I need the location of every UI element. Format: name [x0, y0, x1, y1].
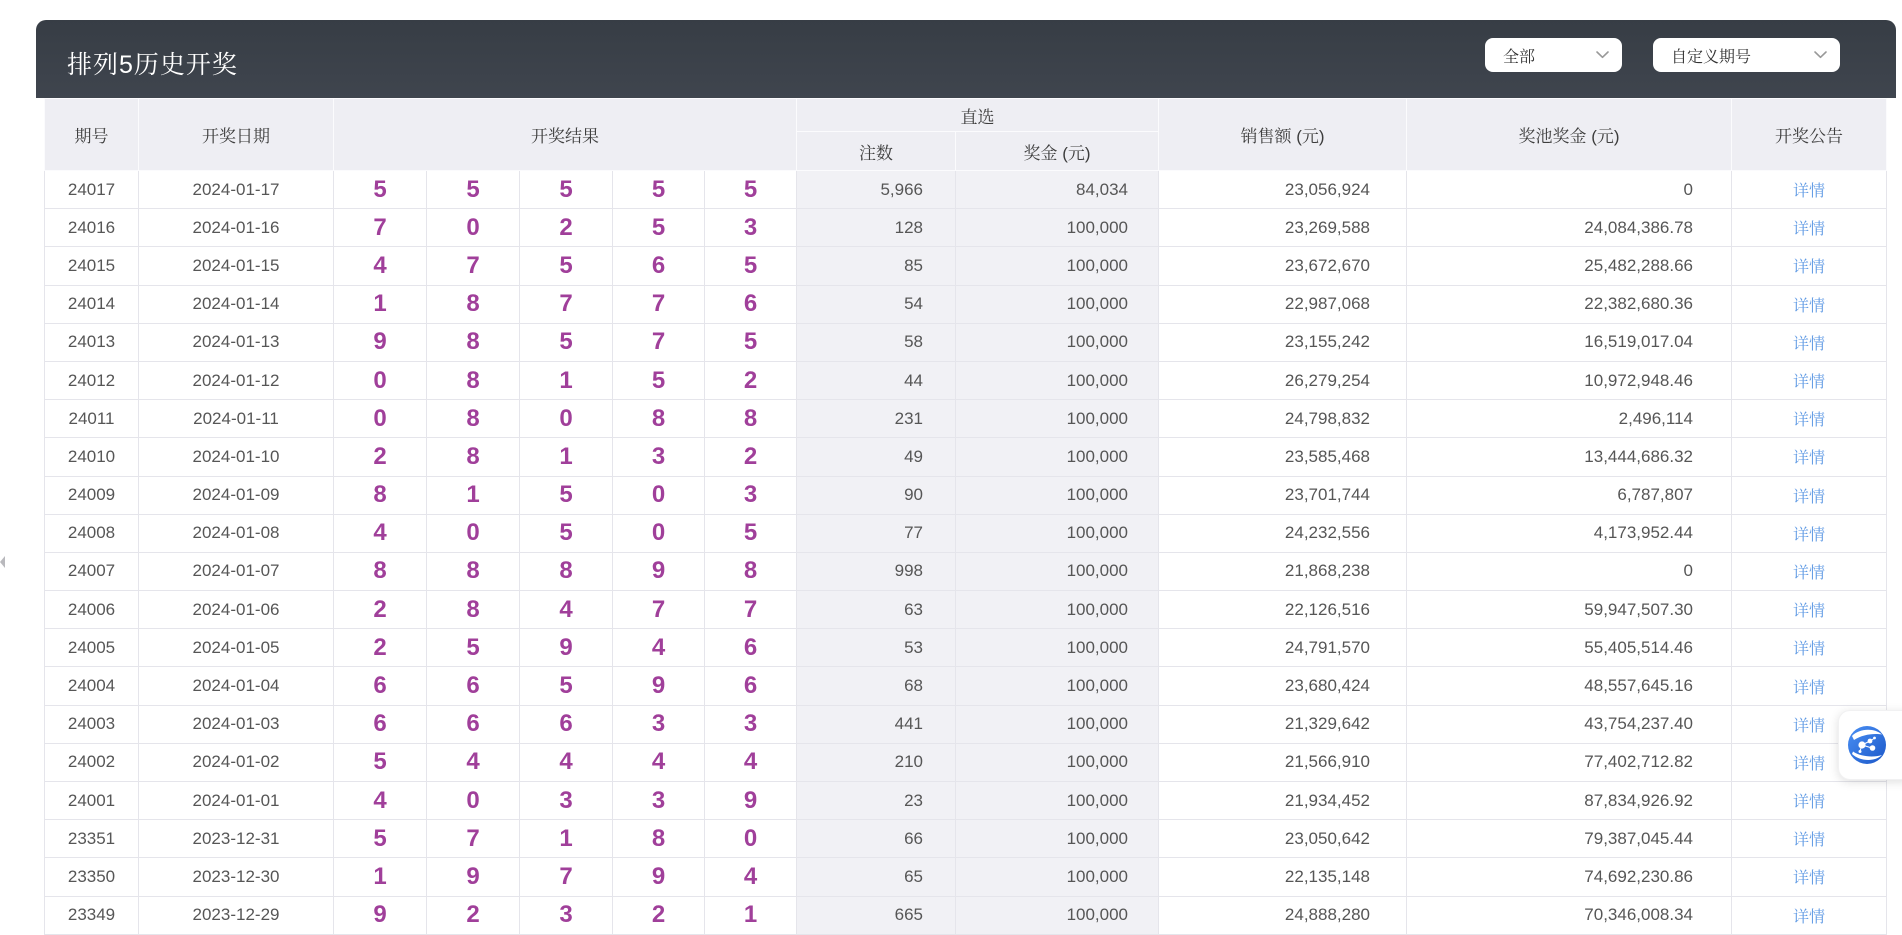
prize-cell: 100,000	[956, 667, 1159, 705]
date-cell: 2024-01-02	[139, 743, 334, 781]
sales-cell: 23,269,588	[1159, 209, 1407, 247]
prize-cell: 100,000	[956, 858, 1159, 896]
pool-cell: 74,692,230.86	[1407, 858, 1732, 896]
detail-link[interactable]: 详情	[1793, 450, 1826, 468]
result-digit: 5	[705, 247, 797, 285]
result-digit: 5	[520, 476, 613, 514]
bets-cell: 23	[797, 782, 956, 820]
col-header-zhixuan-group: 直选	[797, 99, 1159, 132]
result-digit: 5	[613, 209, 705, 247]
table-row	[45, 438, 1887, 476]
detail-link[interactable]: 详情	[1793, 679, 1826, 697]
result-digit: 4	[705, 858, 797, 896]
table-row	[45, 782, 1887, 820]
result-digit: 4	[520, 591, 613, 629]
sales-cell: 22,126,516	[1159, 591, 1407, 629]
result-digit: 5	[613, 361, 705, 399]
result-digit: 3	[705, 209, 797, 247]
result-digit: 9	[334, 896, 427, 934]
prize-cell: 100,000	[956, 209, 1159, 247]
bets-cell: 44	[797, 361, 956, 399]
date-cell: 2024-01-01	[139, 782, 334, 820]
pool-cell: 24,084,386.78	[1407, 209, 1732, 247]
date-cell: 2024-01-10	[139, 438, 334, 476]
result-digit: 4	[705, 743, 797, 781]
result-digit: 4	[613, 743, 705, 781]
table-row	[45, 400, 1887, 438]
result-digit: 1	[334, 285, 427, 323]
sales-cell: 22,135,148	[1159, 858, 1407, 896]
result-digit: 7	[520, 858, 613, 896]
result-digit: 9	[613, 858, 705, 896]
date-cell: 2024-01-09	[139, 476, 334, 514]
pool-cell: 70,346,008.34	[1407, 896, 1732, 934]
pool-cell: 25,482,288.66	[1407, 247, 1732, 285]
prize-cell: 100,000	[956, 629, 1159, 667]
sales-cell: 23,050,642	[1159, 820, 1407, 858]
period-cell: 24007	[45, 552, 139, 590]
detail-link[interactable]: 详情	[1793, 221, 1826, 239]
result-digit: 0	[427, 782, 520, 820]
result-digit: 3	[613, 705, 705, 743]
pool-cell: 77,402,712.82	[1407, 743, 1732, 781]
date-cell: 2024-01-14	[139, 285, 334, 323]
bets-cell: 68	[797, 667, 956, 705]
col-header-result: 开奖结果	[334, 99, 797, 171]
result-digit: 5	[705, 323, 797, 361]
detail-link[interactable]: 详情	[1793, 297, 1826, 315]
prize-cell: 100,000	[956, 514, 1159, 552]
detail-link[interactable]: 详情	[1793, 488, 1826, 506]
result-digit: 9	[613, 552, 705, 590]
result-digit: 1	[520, 820, 613, 858]
detail-link[interactable]: 详情	[1793, 908, 1826, 926]
announcement-cell	[1732, 820, 1887, 858]
detail-link[interactable]: 详情	[1793, 603, 1826, 621]
result-digit: 0	[334, 400, 427, 438]
detail-link[interactable]: 详情	[1793, 832, 1826, 850]
detail-link[interactable]: 详情	[1793, 335, 1826, 353]
date-cell: 2024-01-15	[139, 247, 334, 285]
result-digit: 9	[705, 782, 797, 820]
result-digit: 1	[520, 361, 613, 399]
table-row	[45, 858, 1887, 896]
lottery-assistant-icon	[1847, 725, 1887, 765]
pool-cell: 16,519,017.04	[1407, 323, 1732, 361]
announcement-cell	[1732, 591, 1887, 629]
custom-period-dropdown-value: 自定义期号	[1671, 48, 1752, 66]
prize-cell: 100,000	[956, 285, 1159, 323]
sales-cell: 23,155,242	[1159, 323, 1407, 361]
result-digit: 7	[705, 591, 797, 629]
pool-cell: 4,173,952.44	[1407, 514, 1732, 552]
announcement-cell	[1732, 858, 1887, 896]
period-cell: 24003	[45, 705, 139, 743]
bets-cell: 66	[797, 820, 956, 858]
result-digit: 9	[427, 858, 520, 896]
bets-cell: 65	[797, 858, 956, 896]
result-digit: 1	[520, 438, 613, 476]
lottery-history-table	[44, 98, 1887, 935]
result-digit: 5	[427, 171, 520, 209]
result-digit: 5	[334, 171, 427, 209]
result-digit: 6	[427, 705, 520, 743]
col-header-date: 开奖日期	[139, 99, 334, 171]
bets-cell: 90	[797, 476, 956, 514]
col-header-bets: 注数	[797, 132, 956, 171]
result-digit: 5	[613, 171, 705, 209]
table-row	[45, 361, 1887, 399]
prize-cell: 100,000	[956, 705, 1159, 743]
period-cell: 23351	[45, 820, 139, 858]
date-cell: 2024-01-16	[139, 209, 334, 247]
date-cell: 2023-12-29	[139, 896, 334, 934]
pool-cell: 43,754,237.40	[1407, 705, 1732, 743]
period-cell: 24008	[45, 514, 139, 552]
pool-cell: 22,382,680.36	[1407, 285, 1732, 323]
bets-cell: 85	[797, 247, 956, 285]
result-digit: 5	[334, 820, 427, 858]
result-digit: 2	[705, 438, 797, 476]
period-cell: 24011	[45, 400, 139, 438]
result-digit: 9	[613, 667, 705, 705]
result-digit: 2	[520, 209, 613, 247]
bets-cell: 998	[797, 552, 956, 590]
period-cell: 24010	[45, 438, 139, 476]
result-digit: 5	[520, 323, 613, 361]
chevron-down-icon	[1814, 51, 1827, 59]
period-cell: 24004	[45, 667, 139, 705]
result-digit: 5	[427, 629, 520, 667]
table-row	[45, 285, 1887, 323]
floating-action-button[interactable]	[1838, 710, 1902, 780]
col-header-sales: 销售额 (元)	[1159, 99, 1407, 171]
result-digit: 1	[334, 858, 427, 896]
period-cell: 24006	[45, 591, 139, 629]
bets-cell: 77	[797, 514, 956, 552]
result-digit: 5	[334, 743, 427, 781]
sales-cell: 21,329,642	[1159, 705, 1407, 743]
result-digit: 2	[705, 361, 797, 399]
announcement-cell	[1732, 476, 1887, 514]
result-digit: 0	[427, 514, 520, 552]
result-digit: 2	[427, 896, 520, 934]
period-cell: 24015	[45, 247, 139, 285]
result-digit: 2	[334, 591, 427, 629]
table-row	[45, 209, 1887, 247]
page-title: 排列5历史开奖	[67, 51, 238, 79]
table-row	[45, 552, 1887, 590]
prize-cell: 100,000	[956, 552, 1159, 590]
result-digit: 8	[334, 476, 427, 514]
detail-link[interactable]: 详情	[1793, 412, 1826, 430]
result-digit: 6	[334, 667, 427, 705]
result-digit: 6	[613, 247, 705, 285]
result-digit: 9	[520, 629, 613, 667]
range-dropdown[interactable]	[1485, 38, 1622, 72]
result-digit: 8	[520, 552, 613, 590]
bets-cell: 53	[797, 629, 956, 667]
bets-cell: 128	[797, 209, 956, 247]
col-header-period: 期号	[45, 99, 139, 171]
result-digit: 6	[705, 667, 797, 705]
result-digit: 6	[334, 705, 427, 743]
announcement-cell	[1732, 361, 1887, 399]
result-digit: 4	[334, 247, 427, 285]
period-cell: 23349	[45, 896, 139, 934]
prize-cell: 100,000	[956, 247, 1159, 285]
detail-link[interactable]: 详情	[1793, 183, 1826, 201]
table-row	[45, 820, 1887, 858]
prize-cell: 100,000	[956, 400, 1159, 438]
date-cell: 2024-01-06	[139, 591, 334, 629]
result-digit: 8	[427, 361, 520, 399]
bets-cell: 54	[797, 285, 956, 323]
result-digit: 8	[427, 285, 520, 323]
prize-cell: 100,000	[956, 743, 1159, 781]
prize-cell: 100,000	[956, 896, 1159, 934]
table-row	[45, 591, 1887, 629]
sales-cell: 23,680,424	[1159, 667, 1407, 705]
prize-cell: 100,000	[956, 782, 1159, 820]
period-cell: 24013	[45, 323, 139, 361]
sales-cell: 23,701,744	[1159, 476, 1407, 514]
pool-cell: 0	[1407, 171, 1732, 209]
result-digit: 3	[705, 476, 797, 514]
period-cell: 24009	[45, 476, 139, 514]
table-row	[45, 667, 1887, 705]
table-row	[45, 323, 1887, 361]
result-digit: 5	[520, 247, 613, 285]
prize-cell: 100,000	[956, 820, 1159, 858]
announcement-cell	[1732, 782, 1887, 820]
pool-cell: 55,405,514.46	[1407, 629, 1732, 667]
prize-cell: 100,000	[956, 438, 1159, 476]
date-cell: 2024-01-03	[139, 705, 334, 743]
result-digit: 5	[705, 171, 797, 209]
period-cell: 24017	[45, 171, 139, 209]
date-cell: 2024-01-04	[139, 667, 334, 705]
table-row	[45, 476, 1887, 514]
result-digit: 8	[427, 591, 520, 629]
detail-link[interactable]: 详情	[1793, 641, 1826, 659]
date-cell: 2024-01-12	[139, 361, 334, 399]
result-digit: 4	[334, 782, 427, 820]
col-header-announcement: 开奖公告	[1732, 99, 1887, 171]
result-digit: 0	[520, 400, 613, 438]
pool-cell: 13,444,686.32	[1407, 438, 1732, 476]
announcement-cell	[1732, 285, 1887, 323]
result-digit: 2	[334, 629, 427, 667]
announcement-cell	[1732, 400, 1887, 438]
date-cell: 2024-01-11	[139, 400, 334, 438]
result-digit: 8	[613, 400, 705, 438]
sales-cell: 24,791,570	[1159, 629, 1407, 667]
result-digit: 4	[520, 743, 613, 781]
pool-cell: 0	[1407, 552, 1732, 590]
bets-cell: 63	[797, 591, 956, 629]
bets-cell: 58	[797, 323, 956, 361]
result-digit: 0	[613, 476, 705, 514]
sales-cell: 22,987,068	[1159, 285, 1407, 323]
result-digit: 8	[427, 323, 520, 361]
result-digit: 1	[705, 896, 797, 934]
table-row	[45, 171, 1887, 209]
result-digit: 3	[613, 438, 705, 476]
result-digit: 6	[427, 667, 520, 705]
result-digit: 4	[334, 514, 427, 552]
result-digit: 3	[520, 782, 613, 820]
date-cell: 2024-01-05	[139, 629, 334, 667]
result-digit: 0	[427, 209, 520, 247]
period-cell: 24002	[45, 743, 139, 781]
result-digit: 5	[520, 667, 613, 705]
result-digit: 2	[334, 438, 427, 476]
table-row	[45, 743, 1887, 781]
sales-cell: 24,888,280	[1159, 896, 1407, 934]
announcement-cell	[1732, 552, 1887, 590]
period-cell: 23350	[45, 858, 139, 896]
sales-cell: 26,279,254	[1159, 361, 1407, 399]
col-header-prize: 奖金 (元)	[956, 132, 1159, 171]
bets-cell: 665	[797, 896, 956, 934]
announcement-cell	[1732, 438, 1887, 476]
sales-cell: 23,672,670	[1159, 247, 1407, 285]
result-digit: 6	[520, 705, 613, 743]
sales-cell: 23,585,468	[1159, 438, 1407, 476]
detail-link[interactable]: 详情	[1793, 717, 1826, 735]
announcement-cell	[1732, 171, 1887, 209]
prize-cell: 100,000	[956, 591, 1159, 629]
result-digit: 3	[705, 705, 797, 743]
detail-link[interactable]: 详情	[1793, 374, 1826, 392]
date-cell: 2024-01-17	[139, 171, 334, 209]
result-digit: 8	[427, 438, 520, 476]
pool-cell: 10,972,948.46	[1407, 361, 1732, 399]
date-cell: 2024-01-07	[139, 552, 334, 590]
pool-cell: 87,834,926.92	[1407, 782, 1732, 820]
detail-link[interactable]: 详情	[1793, 870, 1826, 888]
result-digit: 6	[705, 285, 797, 323]
prize-cell: 84,034	[956, 171, 1159, 209]
sales-cell: 23,056,924	[1159, 171, 1407, 209]
bets-cell: 49	[797, 438, 956, 476]
left-edge-artifact	[0, 556, 5, 568]
result-digit: 8	[613, 820, 705, 858]
bets-cell: 441	[797, 705, 956, 743]
table-row	[45, 629, 1887, 667]
pool-cell: 6,787,807	[1407, 476, 1732, 514]
period-cell: 24012	[45, 361, 139, 399]
bets-cell: 231	[797, 400, 956, 438]
sales-cell: 21,566,910	[1159, 743, 1407, 781]
announcement-cell	[1732, 896, 1887, 934]
prize-cell: 100,000	[956, 476, 1159, 514]
table-row	[45, 896, 1887, 934]
table-row	[45, 514, 1887, 552]
announcement-cell	[1732, 514, 1887, 552]
announcement-cell	[1732, 247, 1887, 285]
announcement-cell	[1732, 323, 1887, 361]
sales-cell: 21,868,238	[1159, 552, 1407, 590]
result-digit: 7	[520, 285, 613, 323]
detail-link[interactable]: 详情	[1793, 564, 1826, 582]
table-row	[45, 247, 1887, 285]
result-digit: 7	[613, 285, 705, 323]
announcement-cell	[1732, 209, 1887, 247]
table-row	[45, 705, 1887, 743]
pool-cell: 2,496,114	[1407, 400, 1732, 438]
result-digit: 8	[334, 552, 427, 590]
bets-cell: 210	[797, 743, 956, 781]
custom-period-dropdown[interactable]	[1653, 38, 1840, 72]
range-dropdown-value: 全部	[1503, 48, 1536, 66]
sales-cell: 21,934,452	[1159, 782, 1407, 820]
bets-cell: 5,966	[797, 171, 956, 209]
announcement-cell	[1732, 667, 1887, 705]
date-cell: 2024-01-13	[139, 323, 334, 361]
result-digit: 8	[705, 400, 797, 438]
period-cell: 24016	[45, 209, 139, 247]
detail-link[interactable]: 详情	[1793, 794, 1826, 812]
result-digit: 7	[427, 820, 520, 858]
result-digit: 6	[705, 629, 797, 667]
result-digit: 5	[520, 514, 613, 552]
result-digit: 0	[705, 820, 797, 858]
prize-cell: 100,000	[956, 323, 1159, 361]
sales-cell: 24,798,832	[1159, 400, 1407, 438]
period-cell: 24005	[45, 629, 139, 667]
result-digit: 5	[520, 171, 613, 209]
pool-cell: 79,387,045.44	[1407, 820, 1732, 858]
result-digit: 7	[427, 247, 520, 285]
detail-link[interactable]: 详情	[1793, 755, 1826, 773]
col-header-pool: 奖池奖金 (元)	[1407, 99, 1732, 171]
detail-link[interactable]: 详情	[1793, 259, 1826, 277]
result-digit: 8	[427, 552, 520, 590]
pool-cell: 59,947,507.30	[1407, 591, 1732, 629]
result-digit: 2	[613, 896, 705, 934]
result-digit: 5	[705, 514, 797, 552]
pool-cell: 48,557,645.16	[1407, 667, 1732, 705]
result-digit: 3	[520, 896, 613, 934]
result-digit: 0	[334, 361, 427, 399]
detail-link[interactable]: 详情	[1793, 526, 1826, 544]
result-digit: 1	[427, 476, 520, 514]
period-cell: 24014	[45, 285, 139, 323]
result-digit: 4	[427, 743, 520, 781]
date-cell: 2023-12-31	[139, 820, 334, 858]
result-digit: 8	[705, 552, 797, 590]
date-cell: 2023-12-30	[139, 858, 334, 896]
announcement-cell	[1732, 629, 1887, 667]
period-cell: 24001	[45, 782, 139, 820]
prize-cell: 100,000	[956, 361, 1159, 399]
result-digit: 8	[427, 400, 520, 438]
result-digit: 7	[613, 591, 705, 629]
result-digit: 3	[613, 782, 705, 820]
result-digit: 7	[334, 209, 427, 247]
result-digit: 4	[613, 629, 705, 667]
result-digit: 9	[334, 323, 427, 361]
sales-cell: 24,232,556	[1159, 514, 1407, 552]
result-digit: 7	[613, 323, 705, 361]
result-digit: 0	[613, 514, 705, 552]
chevron-down-icon	[1596, 51, 1609, 59]
date-cell: 2024-01-08	[139, 514, 334, 552]
